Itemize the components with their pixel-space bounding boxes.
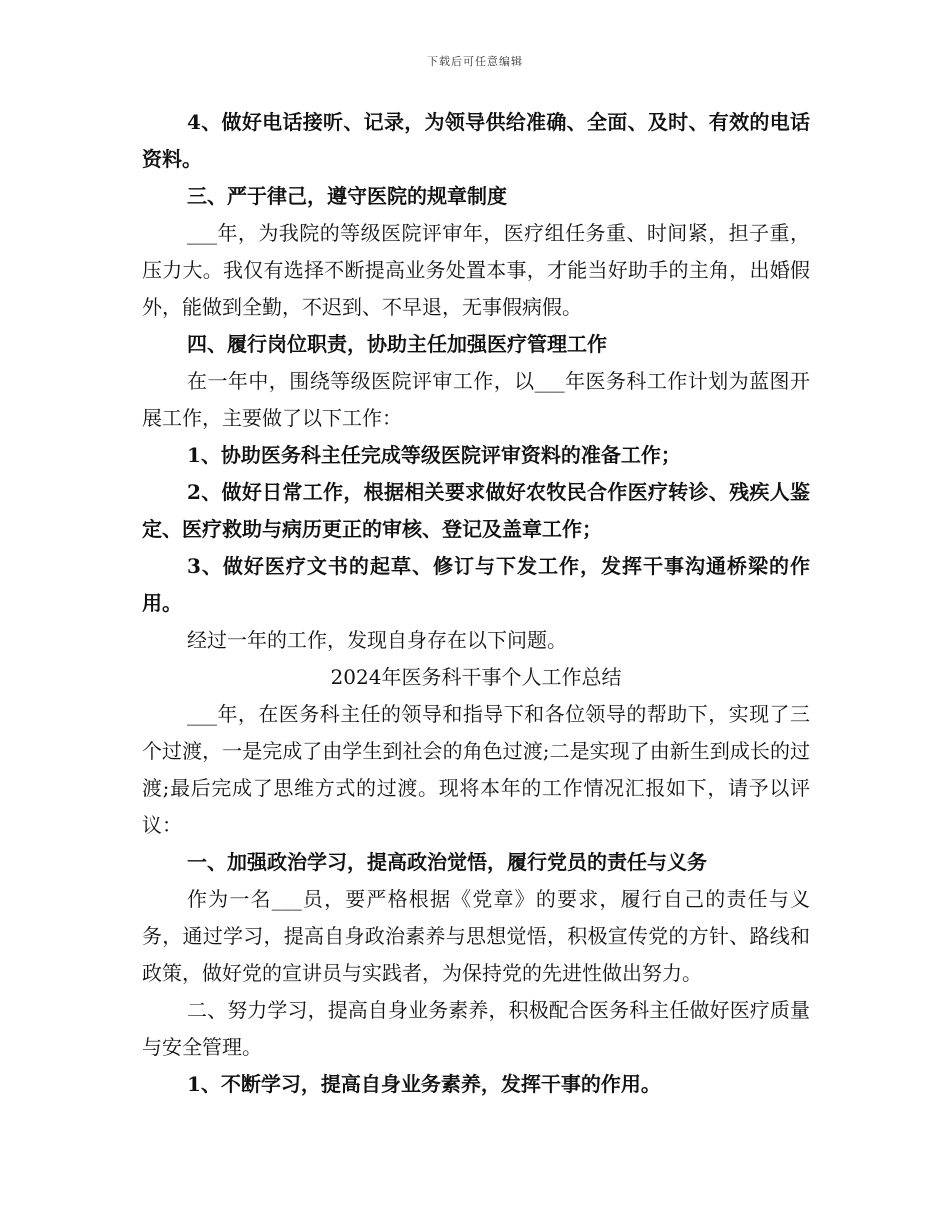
list-item-daily-work: 2、做好日常工作，根据相关要求做好农牧民合作医疗转诊、残疾人鉴定、医疗救助与病历更正的审核、登记及盖章工作； [142,480,810,541]
list-item-learning: 1、不断学习，提高自身业务素养，发挥干事的作用。 [187,1072,661,1096]
section-heading-discipline: 三、严于律己，遵守医院的规章制度 [187,184,507,208]
document-title: 2024年医务科干事个人工作总结 [330,665,622,689]
paragraph-party-member: 作为一名___员，要严格根据《党章》的要求，履行自己的责任与义务，通过学习，提高自身政治素养与思想觉悟，积极宣传党的方针、路线和政策，做好党的宣讲员与实践者，为保持党的先进性做出努力。 [142,887,810,985]
paragraph-study: 二、努力学习，提高自身业务素养，积极配合医务科主任做好医疗质量与安全管理。 [142,998,810,1059]
paragraph-intro: ___年，在医务科主任的领导和指导下和各位领导的帮助下，实现了三个过渡，一是完成了由学生到社会的角色过渡;二是实现了由新生到成长的过渡;最后完成了思维方式的过渡。现将本年的工作情况汇报如下，请予以评议： [142,702,810,837]
section-heading-duties: 四、履行岗位职责，协助主任加强医疗管理工作 [187,332,607,356]
document-body [142,104,810,1103]
section-heading-politics: 一、加强政治学习，提高政治觉悟，履行党员的责任与义务 [187,850,707,874]
paragraph-problems: 经过一年的工作，发现自身存在以下问题。 [187,628,567,652]
paragraph-discipline: ___年，为我院的等级医院评审年，医疗组任务重、时间紧，担子重，压力大。我仅有选择不断提高业务处置本事，才能当好助手的主角，出婚假外，能做到全勤，不迟到、不早退，无事假病假。 [142,221,810,319]
page-header: 下载后可任意编辑 [427,55,523,68]
paragraph-work-plan: 在一年中，围绕等级医院评审工作，以___年医务科工作计划为蓝图开展工作，主要做了以下工作： [142,369,810,430]
list-item-documents: 3、做好医疗文书的起草、修订与下发工作，发挥干事沟通桥梁的作用。 [142,554,810,615]
paragraph-phone-duty: 4、做好电话接听、记录，为领导供给准确、全面、及时、有效的电话资料。 [142,110,810,171]
list-item-evaluation: 1、协助医务科主任完成等级医院评审资料的准备工作； [187,443,681,467]
